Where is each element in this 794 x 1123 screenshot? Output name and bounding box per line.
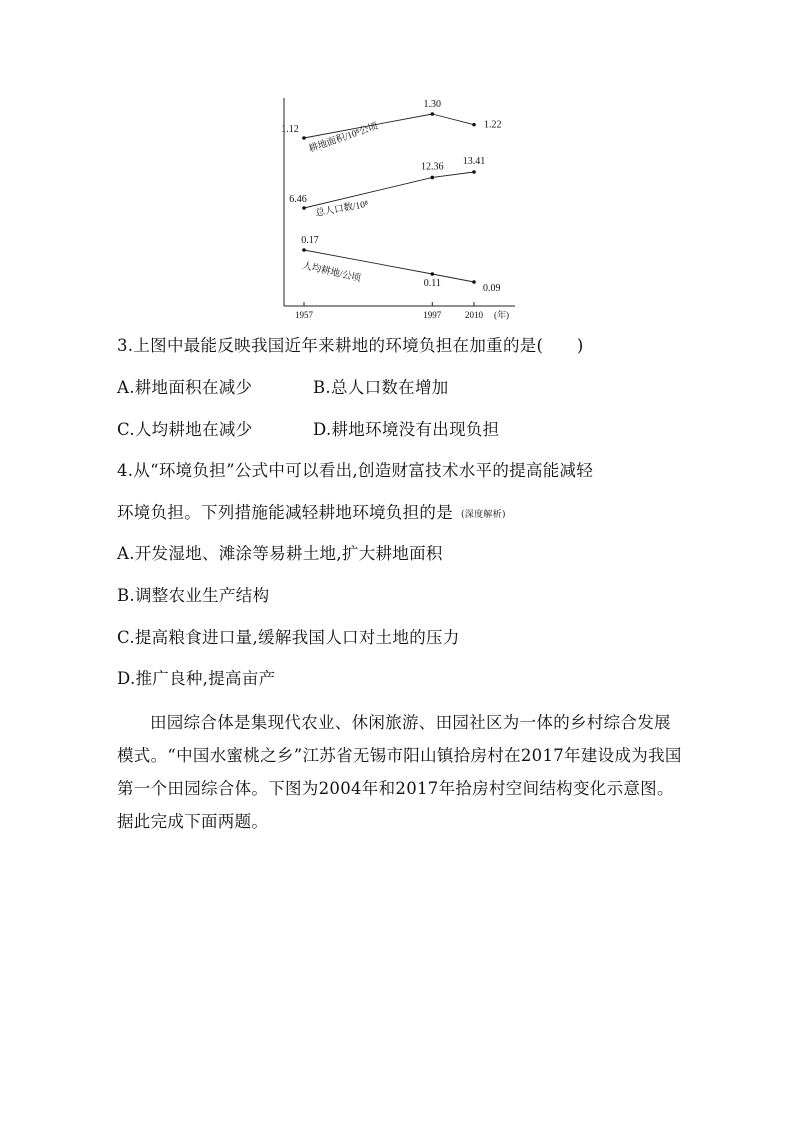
series-1-segment (432, 172, 474, 177)
series-0-data-label: 1.30 (423, 99, 442, 110)
series-2-point (302, 248, 306, 252)
series-0-segment (432, 114, 474, 125)
series-0-data-label: 1.12 (281, 124, 299, 135)
series-0-point (302, 136, 306, 140)
series-1-name: 总人口数/10⁸ (314, 199, 370, 219)
question-4-stem-line-2 (117, 501, 506, 527)
x-tick-label: 2010 (465, 310, 483, 320)
question-4-option-a[interactable]: A.开发湿地、滩涂等易耕土地,扩大耕地面积 (117, 544, 443, 563)
series-2-data-label: 0.09 (483, 283, 501, 294)
series-1-point (472, 170, 476, 174)
farmland-population-chart (270, 92, 520, 324)
series-1-data-label: 13.41 (462, 156, 486, 167)
question-3-option-a[interactable]: A.耕地面积在减少 (117, 378, 253, 397)
series-1-data-label: 12.36 (421, 161, 444, 173)
question-3-option-b[interactable]: B.总人口数在增加 (313, 378, 449, 397)
series-2-point (431, 272, 435, 276)
series-2-name: 人均耕地/公顷 (301, 261, 362, 285)
series-1-data-label: 6.46 (289, 194, 307, 205)
passage-paragraph: 田园综合体是集现代农业、休闲旅游、田园社区为一体的乡村综合发展模式。“中国水蜜桃之乡”江苏省无锡市阳山镇拾房村在2017年建设成为我国第一个田园综合体。下图为2004年和2017年拾房村空间结构变化示意图。据此完成下面两题。 (117, 713, 682, 831)
question-3-options-row-1 (117, 376, 449, 400)
question-4-stem-line-1: 4.从“环境负担”公式中可以看出,创造财富技术水平的提高能减轻 (117, 461, 594, 480)
series-0-point (472, 123, 476, 127)
series-2-data-label: 0.17 (301, 235, 319, 246)
series-1-segment (304, 177, 432, 208)
question-3-stem: 3.上图中最能反映我国近年来耕地的环境负担在加重的是( ) (117, 336, 584, 355)
question-3-option-c[interactable]: C.人均耕地在减少 (117, 420, 253, 439)
question-4-option-b[interactable]: B.调整农业生产结构 (117, 586, 270, 605)
series-0-point (431, 112, 435, 116)
series-0-data-label: 1.22 (484, 119, 502, 131)
question-3-options-row-2 (117, 418, 500, 442)
question-4-stem-text: 环境负担。下列措施能减轻耕地环境负担的是 (117, 503, 453, 522)
series-1-point (431, 176, 435, 180)
question-3-option-d[interactable]: D.耕地环境没有出现负担 (313, 420, 500, 439)
x-tick-label: 1997 (423, 310, 442, 320)
series-2-data-label: 0.11 (423, 278, 441, 289)
question-4-tag: (深度解析) (461, 510, 506, 520)
question-4-option-c[interactable]: C.提高粮食进口量,缓解我国人口对土地的压力 (117, 628, 460, 647)
x-tick-label: 1957 (295, 310, 313, 320)
series-2-point (472, 280, 476, 284)
question-4-option-d[interactable]: D.推广良种,提高亩产 (117, 669, 276, 688)
series-0-name: 耕地面积/10⁸公顷 (307, 121, 380, 155)
series-1-point (302, 206, 306, 210)
x-axis-unit: (年) (494, 310, 509, 320)
